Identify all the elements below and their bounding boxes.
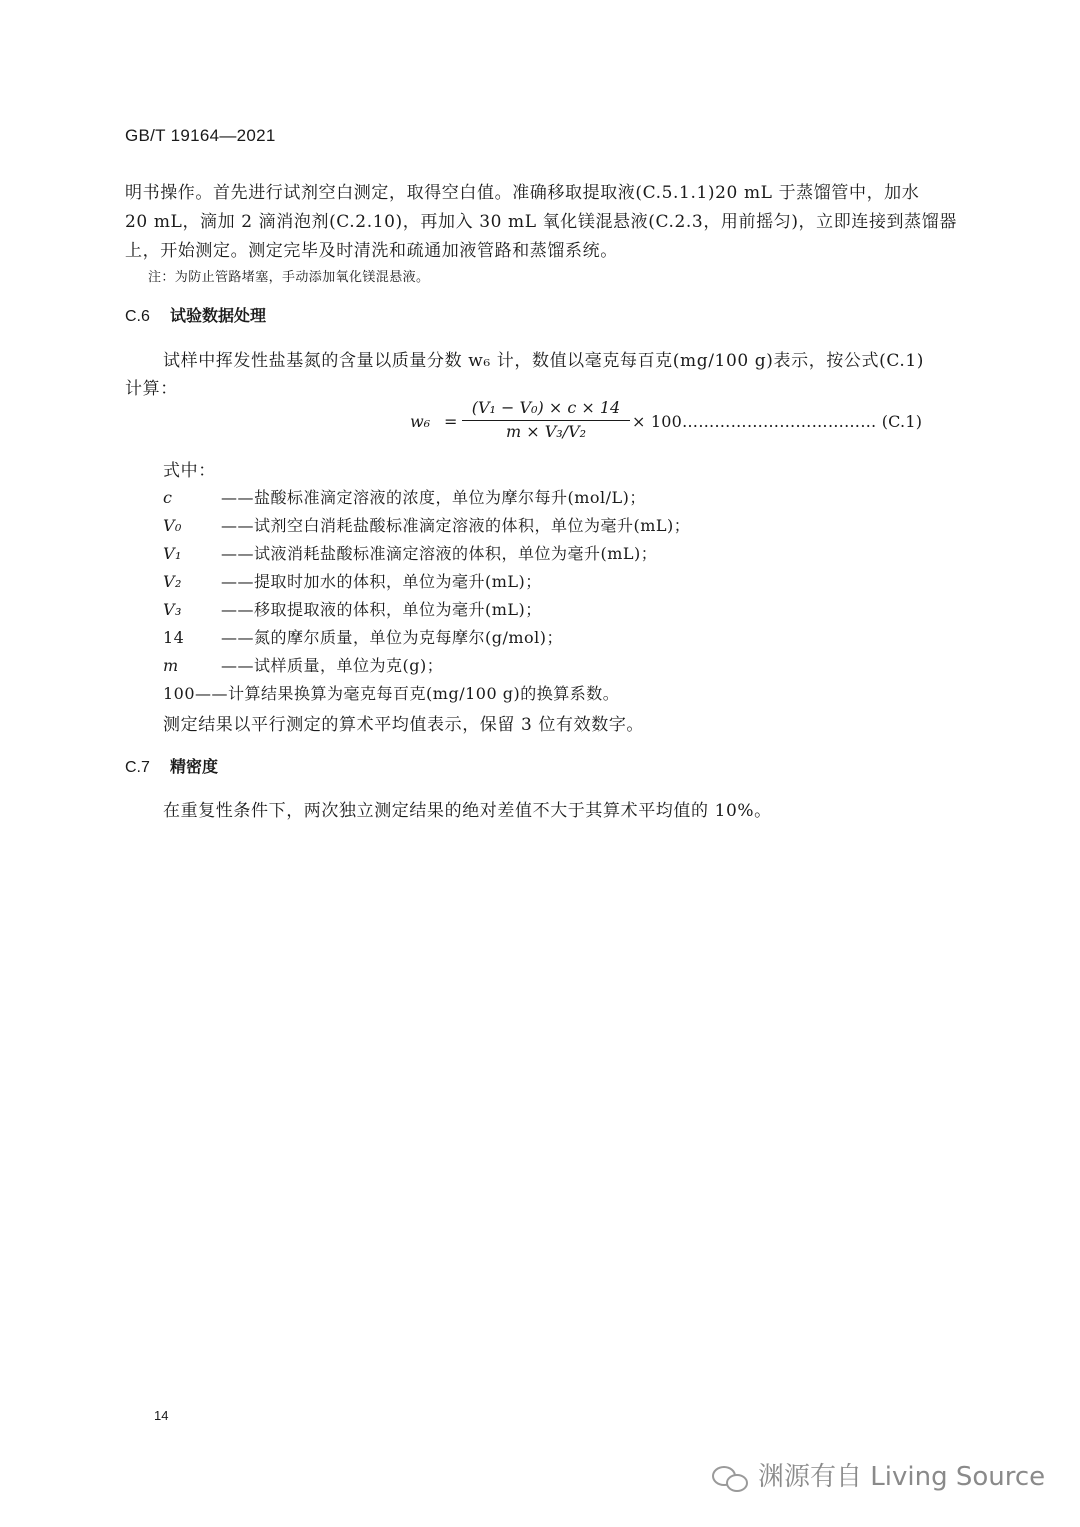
formula-numerator: (V₁ − V₀) × c × 14: [462, 396, 630, 421]
body-text-line: 测定结果以平行测定的算术平均值表示，保留 3 位有效数字。: [163, 715, 645, 735]
standard-code: GB/T 19164—2021: [125, 126, 276, 145]
section-number: C.6: [125, 308, 150, 325]
body-text-line: 计算：: [125, 379, 178, 399]
definition-symbol: m: [163, 656, 179, 675]
note: 注：为防止管路堵塞，手动添加氧化镁混悬液。: [148, 270, 430, 285]
formula-denominator: m × V₃/V₂: [505, 422, 587, 441]
definition-text: ——移取提取液的体积，单位为毫升(mL)；: [221, 600, 542, 619]
section-heading-c7: [125, 754, 218, 777]
section-number: C.7: [125, 759, 150, 776]
definition-item: [163, 681, 619, 704]
body-text-line: 试样中挥发性盐基氮的含量以质量分数 w₆ 计，数值以毫克每百克(mg/100 g)表示，按公式(C.1): [163, 351, 924, 371]
section-title: 精密度: [170, 757, 219, 776]
where-label: 式中：: [163, 461, 216, 481]
definition-item: [163, 653, 443, 676]
body-text-line: 明书操作。首先进行试剂空白测定，取得空白值。准确移取提取液(C.5.1.1)20 mL 于蒸馏管中，加水: [125, 183, 920, 203]
definition-text: ——试样质量，单位为克(g)；: [221, 656, 444, 675]
definition-symbol: 14: [163, 628, 185, 647]
definition-symbol: 100: [163, 684, 196, 703]
section-heading-c6: [125, 303, 266, 326]
definition-symbol: c: [163, 488, 173, 507]
definition-text: ——氮的摩尔质量，单位为克每摩尔(g/mol)；: [221, 628, 564, 647]
definition-text: ——盐酸标准滴定溶液的浓度，单位为摩尔每升(mol/L)；: [221, 488, 646, 507]
watermark: [712, 1456, 1045, 1493]
definition-item: [163, 513, 690, 536]
definition-text: ——提取时加水的体积，单位为毫升(mL)；: [221, 572, 542, 591]
definition-item: [163, 625, 563, 648]
definition-text: ——试剂空白消耗盐酸标准滴定溶液的体积，单位为毫升(mL)；: [221, 516, 691, 535]
definition-symbol: V₃: [163, 600, 182, 619]
body-text-line: 20 mL，滴加 2 滴消泡剂(C.2.10)，再加入 30 mL 氧化镁混悬液(C.2.3，用前摇匀)，立即连接到蒸馏器: [125, 212, 957, 232]
section-title: 试验数据处理: [170, 306, 267, 325]
definition-item: [163, 485, 646, 508]
definition-item: [163, 569, 542, 592]
body-text-line: 在重复性条件下，两次独立测定结果的绝对差值不大于其算术平均值的 10%。: [163, 801, 772, 821]
definition-symbol: V₁: [163, 544, 182, 563]
formula-fraction: [462, 396, 630, 443]
wechat-icon: [712, 1464, 750, 1492]
body-text-line: 上，开始测定。测定完毕及时清洗和疏通加液管路和蒸馏系统。: [125, 241, 618, 261]
formula-equals: =: [444, 412, 458, 431]
definition-text: ——试液消耗盐酸标准滴定溶液的体积，单位为毫升(mL)；: [221, 544, 658, 563]
definition-symbol: V₂: [163, 572, 182, 591]
watermark-text: 渊源有自 Living Source: [758, 1462, 1046, 1492]
formula-lhs: w₆: [410, 412, 431, 431]
definition-item: [163, 541, 657, 564]
formula-tail: × 100……………………………… (C.1): [632, 412, 923, 431]
definition-text: ——计算结果换算为毫克每百克(mg/100 g)的换算系数。: [195, 684, 620, 703]
page-number: 14: [154, 1408, 169, 1423]
definition-item: [163, 597, 542, 620]
definition-symbol: V₀: [163, 516, 182, 535]
